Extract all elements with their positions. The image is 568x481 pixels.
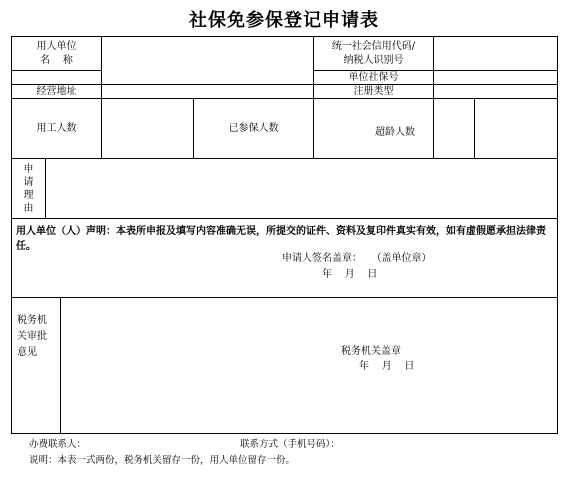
overage-field[interactable] bbox=[475, 99, 558, 159]
reason-field[interactable] bbox=[46, 159, 558, 219]
overage-label-cell bbox=[434, 99, 475, 159]
insured-label: 已参保人数 bbox=[194, 99, 314, 159]
employer-name-label-1: 用人单位 bbox=[36, 40, 77, 52]
employer-name-label-2: 名 称 bbox=[40, 54, 73, 66]
reason-label-cell bbox=[12, 159, 46, 219]
application-form-table bbox=[11, 36, 558, 434]
applicant-date-label: 年 月 日 bbox=[322, 268, 378, 280]
applicant-signature-label: 申请人签名盖章： （盖单位章） bbox=[282, 252, 432, 264]
employees-label: 用工人数 bbox=[12, 99, 102, 159]
registration-type-label: 注册类型 bbox=[314, 85, 434, 99]
registration-type-field[interactable] bbox=[434, 85, 558, 99]
contact-phone-label: 联系方式（手机号码）： bbox=[240, 439, 340, 450]
social-security-no-field[interactable] bbox=[434, 71, 558, 85]
form-note: 说明：本表一式两份，税务机关留存一份，用人单位留存一份。 bbox=[29, 455, 296, 466]
tax-approval-cell bbox=[12, 298, 558, 434]
overage-label: 超龄人数 bbox=[375, 127, 415, 138]
declaration-text: 用人单位（人）声明：本表所申报及填写内容准确无误，所提交的证件、资料及复印件真实有效，如有虚假愿承担法律责任。 bbox=[16, 225, 546, 252]
credit-code-label-cell bbox=[314, 37, 434, 71]
page-title: 社保免参保登记申请表 bbox=[189, 10, 379, 31]
tax-seal-label: 税务机关盖章 bbox=[341, 345, 401, 357]
reason-label: 申请理由 bbox=[23, 163, 34, 214]
employer-name-label-extension bbox=[12, 71, 102, 85]
address-label: 经营地址 bbox=[12, 85, 102, 99]
employer-name-field[interactable] bbox=[102, 37, 314, 85]
tax-date-label: 年 月 日 bbox=[359, 360, 415, 372]
tax-divider bbox=[60, 298, 61, 434]
tax-approval-label: 税务机关审批意见 bbox=[17, 314, 47, 358]
credit-code-label-1: 统一社会信用代码/ bbox=[331, 40, 416, 52]
insured-field[interactable] bbox=[314, 99, 434, 159]
employees-field[interactable] bbox=[102, 99, 194, 159]
address-field[interactable] bbox=[102, 85, 314, 99]
contact-person-label: 办费联系人： bbox=[29, 439, 87, 450]
credit-code-field[interactable] bbox=[434, 37, 558, 71]
declaration-cell bbox=[12, 219, 558, 298]
credit-code-label-2: 纳税人识别号 bbox=[343, 54, 404, 66]
employer-name-label-cell bbox=[12, 37, 102, 71]
social-security-no-label: 单位社保号 bbox=[314, 71, 434, 85]
